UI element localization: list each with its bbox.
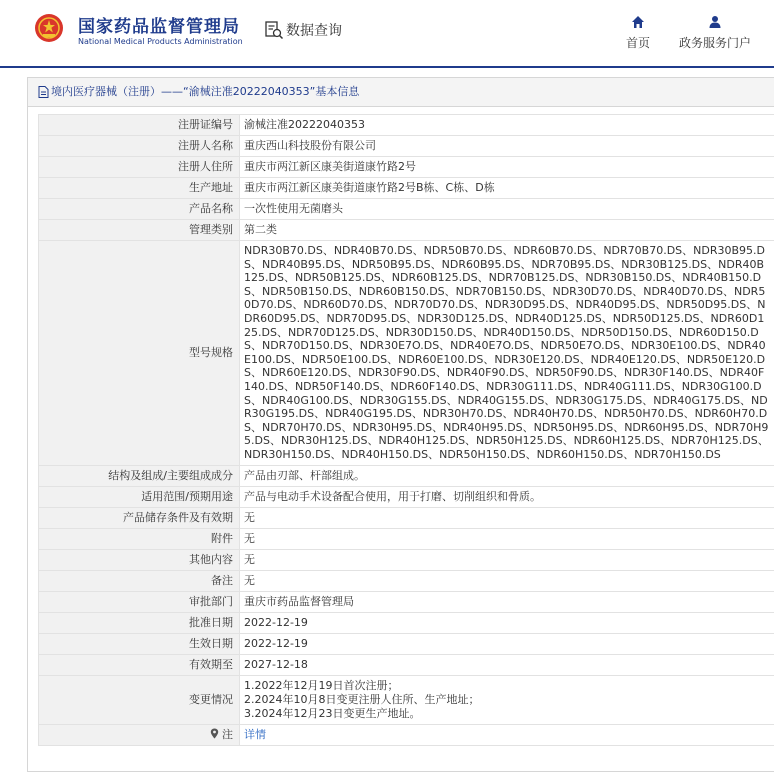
data-query-link[interactable] bbox=[264, 20, 342, 40]
table-row bbox=[39, 136, 774, 157]
table-row bbox=[39, 675, 774, 724]
row-label: 产品储存条件及有效期 bbox=[39, 507, 240, 528]
data-query-label: 数据查询 bbox=[286, 23, 342, 39]
row-label: 结构及组成/主要组成成分 bbox=[39, 465, 240, 486]
panel-title-text: 境内医疗器械（注册）——“渝械注准20222040353”基本信息 bbox=[51, 85, 360, 98]
nav-service-portal-label: 政务服务门户 bbox=[679, 36, 752, 50]
table-row bbox=[39, 612, 774, 633]
row-label: 管理类别 bbox=[39, 220, 240, 241]
national-emblem-icon bbox=[34, 13, 64, 43]
row-value: 渝械注准20222040353 bbox=[240, 115, 774, 136]
row-label: 备注 bbox=[39, 570, 240, 591]
row-value: 一次性使用无菌磨头 bbox=[240, 199, 774, 220]
row-label: 变更情况 bbox=[39, 675, 240, 724]
change-line: 2.2024年10月8日变更注册人住所、生产地址； bbox=[244, 692, 480, 706]
row-label: 其他内容 bbox=[39, 549, 240, 570]
row-label: 审批部门 bbox=[39, 591, 240, 612]
nav-home-label: 首页 bbox=[626, 36, 651, 50]
note-value bbox=[240, 724, 774, 745]
header-divider bbox=[0, 66, 774, 68]
row-label: 生效日期 bbox=[39, 633, 240, 654]
row-value: 产品与电动手术设备配合使用，用于打磨、切削组织和骨质。 bbox=[240, 486, 774, 507]
info-panel bbox=[27, 77, 774, 772]
note-label: 注 bbox=[222, 727, 233, 741]
row-value: 无 bbox=[240, 507, 774, 528]
home-icon bbox=[631, 15, 645, 29]
registration-info-table bbox=[38, 114, 774, 746]
row-label: 附件 bbox=[39, 528, 240, 549]
table-row bbox=[39, 507, 774, 528]
row-value: 无 bbox=[240, 528, 774, 549]
note-label-cell bbox=[39, 724, 240, 745]
table-row bbox=[39, 591, 774, 612]
row-value: 第二类 bbox=[240, 220, 774, 241]
table-row bbox=[39, 465, 774, 486]
table-row bbox=[39, 570, 774, 591]
row-label: 注册人名称 bbox=[39, 136, 240, 157]
row-label: 型号规格 bbox=[39, 241, 240, 466]
row-value: 重庆市两江新区康美街道康竹路2号B栋、C栋、D栋 bbox=[240, 178, 774, 199]
model-spec-value: NDR30B70.DS、NDR40B70.DS、NDR50B70.DS、NDR60B70.DS、NDR70B70.DS、NDR30B95.DS、NDR40B95.DS、NDR50B95.DS、NDR60B95.DS、NDR70B95.DS、NDR30B125.DS、NDR40B125.DS、NDR50B125.DS、NDR60B125.DS、NDR70B125.DS、NDR30B150.DS、NDR40B150.DS、NDR50B150.DS、NDR60B150.DS、NDR70B150.DS、NDR30D70.DS、NDR40D70.DS、NDR50D70.DS、NDR60D70.DS、NDR70D70.DS、NDR30D95.DS、NDR40D95.DS、NDR50D95.DS、NDR60D95.DS、NDR70D95.DS、NDR30D125.DS、NDR40D125.DS、NDR50D125.DS、NDR60D125.DS、NDR70D125.DS、NDR30D150.DS、NDR40D150.DS、NDR50D150.DS、NDR60D150.DS、NDR70D150.DS、NDR30E7O.DS、NDR40E7O.DS、NDR50E7O.DS、NDR30E100.DS、NDR40E100.DS、NDR50E100.DS、NDR60E100.DS、NDR30E120.DS、NDR40E120.DS、NDR50E120.DS、NDR60E120.DS、NDR30F90.DS、NDR40F90.DS、NDR50F90.DS、NDR30F140.DS、NDR40F140.DS、NDR50F140.DS、NDR60F140.DS、NDR30G111.DS、NDR40G111.DS、NDR30G100.DS、NDR40G100.DS、NDR30G155.DS、NDR40G155.DS、NDR30G175.DS、NDR40G175.DS、NDR30G195.DS、NDR40G195.DS、NDR30H70.DS、NDR40H70.DS、NDR50H70.DS、NDR60H70.DS、NDR70H70.DS、NDR30H95.DS、NDR40H95.DS、NDR50H95.DS、NDR60H95.DS、NDR70H95.DS、NDR30H125.DS、NDR40H125.DS、NDR50H125.DS、NDR60H125.DS、NDR70H125.DS、NDR30H150.DS、NDR40H150.DS、NDR50H150.DS、NDR60H150.DS、NDR70H150.DS bbox=[240, 241, 774, 466]
row-value: 2022-12-19 bbox=[240, 612, 774, 633]
row-label: 适用范围/预期用途 bbox=[39, 486, 240, 507]
row-value: 重庆市药品监督管理局 bbox=[240, 591, 774, 612]
table-row bbox=[39, 528, 774, 549]
details-link[interactable]: 详情 bbox=[244, 727, 266, 741]
table-row bbox=[39, 724, 774, 745]
change-line: 3.2024年12月23日变更生产地址。 bbox=[244, 706, 421, 720]
row-label: 注册人住所 bbox=[39, 157, 240, 178]
table-row bbox=[39, 115, 774, 136]
row-label: 批准日期 bbox=[39, 612, 240, 633]
table-row bbox=[39, 178, 774, 199]
row-label: 产品名称 bbox=[39, 199, 240, 220]
row-value: 重庆市两江新区康美街道康竹路2号 bbox=[240, 157, 774, 178]
site-header bbox=[0, 0, 774, 66]
table-row bbox=[39, 241, 774, 466]
nav-service-portal[interactable] bbox=[679, 15, 751, 51]
row-value: 产品由刃部、杆部组成。 bbox=[240, 465, 774, 486]
change-history-value bbox=[240, 675, 774, 724]
row-value: 无 bbox=[240, 570, 774, 591]
row-label: 注册证编号 bbox=[39, 115, 240, 136]
user-icon bbox=[708, 15, 722, 29]
row-value: 2022-12-19 bbox=[240, 633, 774, 654]
panel-title bbox=[28, 78, 774, 107]
table-row bbox=[39, 220, 774, 241]
table-row bbox=[39, 199, 774, 220]
row-value: 2027-12-18 bbox=[240, 654, 774, 675]
pin-icon bbox=[210, 728, 219, 739]
document-icon bbox=[38, 86, 49, 98]
row-value: 无 bbox=[240, 549, 774, 570]
site-logo-subtitle: National Medical Products Administration bbox=[78, 37, 243, 46]
table-row bbox=[39, 157, 774, 178]
site-logo-title[interactable]: 国家药品监督管理局 bbox=[78, 17, 240, 37]
data-query-icon bbox=[264, 20, 284, 40]
change-line: 1.2022年12月19日首次注册； bbox=[244, 678, 399, 692]
table-row bbox=[39, 486, 774, 507]
nav-home[interactable] bbox=[626, 15, 650, 51]
row-label: 有效期至 bbox=[39, 654, 240, 675]
table-row bbox=[39, 654, 774, 675]
row-label: 生产地址 bbox=[39, 178, 240, 199]
table-row bbox=[39, 549, 774, 570]
table-row bbox=[39, 633, 774, 654]
row-value: 重庆西山科技股份有限公司 bbox=[240, 136, 774, 157]
